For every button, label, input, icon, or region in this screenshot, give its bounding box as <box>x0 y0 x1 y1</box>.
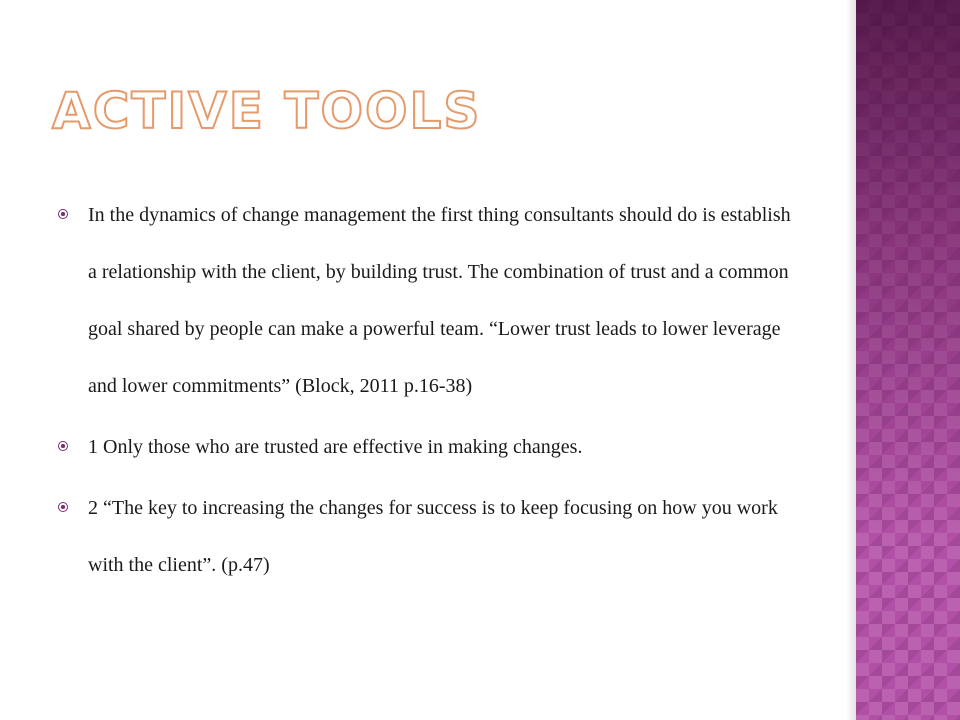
bullet-text: In the dynamics of change management the first thing consultants should do is establish a relationship with the client, by building trust. The combination of trust and a common goal shared by people can make a powerful team. “Lower trust leads to lower leverage and lower commitments” (Block, 2011 p.16-38) <box>88 204 791 397</box>
side-panel-edge <box>846 0 856 720</box>
decorative-side-panel <box>856 0 960 720</box>
bullet-circle-icon <box>58 441 68 451</box>
bullet-list <box>58 187 798 598</box>
bullet-item <box>58 187 798 415</box>
bullet-text: 1 Only those who are trusted are effective in making changes. <box>88 436 583 458</box>
bullet-circle-icon <box>58 209 68 219</box>
bullet-item <box>58 480 798 594</box>
slide-title: ACTIVE TOOLS <box>52 82 482 140</box>
bullet-text: 2 “The key to increasing the changes for success is to keep focusing on how you work with the client”. (p.47) <box>88 497 778 576</box>
bullet-item <box>58 419 798 476</box>
bullet-circle-icon <box>58 502 68 512</box>
